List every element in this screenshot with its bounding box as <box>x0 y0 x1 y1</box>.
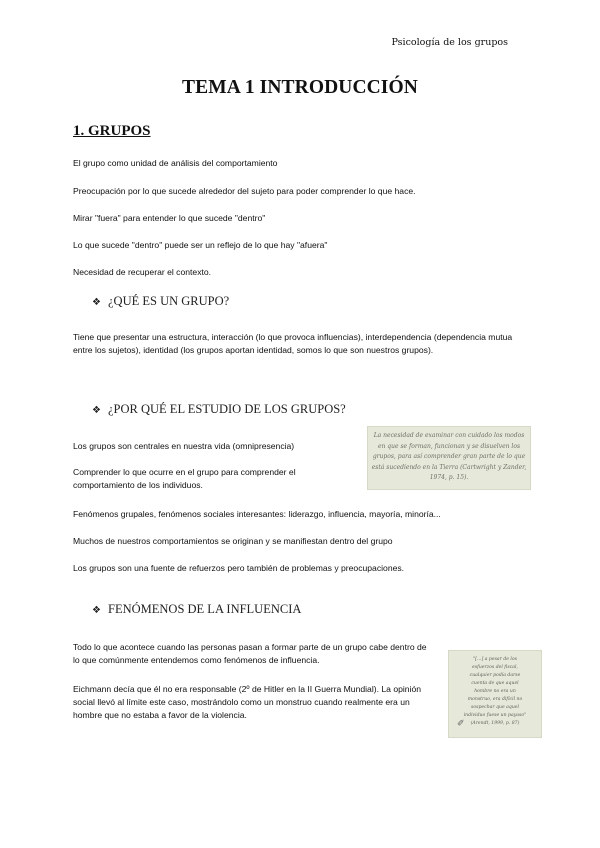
subheading-text: FENÓMENOS DE LA INFLUENCIA <box>108 602 302 616</box>
running-header: Psicología de los grupos <box>391 37 508 48</box>
quote-text: La necesidad de examinar con cuidado los modos en que se forman, funcionan y se disuelven los grupos, para así comprender gran parte de lo que está sucediendo en la Tierra (Cartwright y Zander, 1974, p. 15). <box>371 432 527 481</box>
page-title: TEMA 1 INTRODUCCIÓN <box>182 77 418 98</box>
paragraph: Muchos de nuestros comportamientos se originan y se manifiestan dentro del grupo <box>73 536 393 546</box>
diamond-bullet-icon: ❖ <box>92 405 101 416</box>
paragraph: El grupo como unidad de análisis del comportamiento <box>73 158 278 168</box>
quote-image-cartwright <box>367 426 531 490</box>
paragraph: Mirar "fuera" para entender lo que sucede "dentro" <box>73 213 266 223</box>
paragraph: Tiene que presentar una estructura, interacción (lo que provoca influencias), interdependencia (dependencia mutua entre los sujetos), identidad (los grupos aportan identidad, somos lo que son nuestros grupos). <box>73 332 513 355</box>
paragraph: Necesidad de recuperar el contexto. <box>73 267 212 277</box>
diamond-bullet-icon: ❖ <box>92 605 101 616</box>
paragraph: Todo lo que acontece cuando las personas pasan a formar parte de un grupo cabe dentro de lo que comúnmente entendemos como fenómenos de influencia. <box>73 642 427 665</box>
section-heading-grupos: 1. GRUPOS <box>73 123 151 139</box>
subheading-por-que-estudio <box>92 402 346 417</box>
diamond-bullet-icon: ❖ <box>92 297 101 308</box>
paragraph: Preocupación por lo que sucede alrededor del sujeto para poder comprender lo que hace. <box>73 186 416 196</box>
paragraph: Comprender lo que ocurre en el grupo para comprender el comportamiento de los individuos. <box>73 467 296 490</box>
quote-mark-icon: ✐ <box>457 719 465 729</box>
quote-text: "[…] a pesar de los esfuerzos del fiscal, cualquier podía darse cuenta de que aquel hombre no era un monstruo, era difícil no sospechar que aquel individuo fuese un payaso" (Arendt, 1999, p. 87) <box>463 657 527 726</box>
paragraph: Eichmann decía que él no era responsable (2º de Hitler en la II Guerra Mundial). La opinión social llevó al límite este caso, mostrándolo como un monstruo cuando realmente era un hombre que no estaba a favor de la violencia. <box>73 684 422 720</box>
quote-image-arendt <box>448 650 542 738</box>
paragraph: Fenómenos grupales, fenómenos sociales interesantes: liderazgo, influencia, mayoría, minoría... <box>73 509 441 519</box>
subheading-fenomenos-influencia <box>92 602 301 617</box>
subheading-que-es-un-grupo <box>92 294 229 309</box>
paragraph: Lo que sucede "dentro" puede ser un reflejo de lo que hay "afuera" <box>73 240 328 250</box>
paragraph: Los grupos son centrales en nuestra vida (omnipresencia) <box>73 441 295 451</box>
paragraph: Los grupos son una fuente de refuerzos pero también de problemas y preocupaciones. <box>73 563 405 573</box>
subheading-text: ¿POR QUÉ EL ESTUDIO DE LOS GRUPOS? <box>108 402 346 416</box>
subheading-text: ¿QUÉ ES UN GRUPO? <box>108 294 230 308</box>
